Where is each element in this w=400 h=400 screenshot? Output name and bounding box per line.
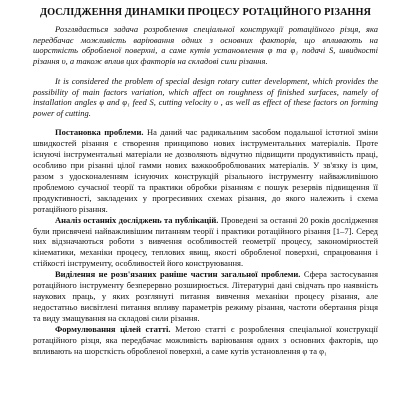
section-problem-statement	[33, 127, 378, 214]
section-unsolved-parts	[33, 269, 378, 324]
section-heading: Формулювання цілей статті.	[55, 323, 171, 334]
section-text: Сфера застосування ротаційного інструменту безперервно розширюється. Літературні дані свідчать про наявність наукових праць, у яких розглянуті питання вивчення механіки процесу різання, але недостатньо висвітлені питання впливу параметрів режиму різання, частоти обертання різця та виду змащування на складові сили різання.	[33, 269, 378, 323]
section-text: На даний час радикальним засобом подальшої істотної зміни швидкостей різання є створення принципово нових інструментальних матеріалів. Проте існуючі інструментальні матеріали не дозволяють відчутно підвищити продуктивність праці, особливо при різанні цілої гамми нових важкооброблюваних матеріалів. У зв'язку із цим, разом з удосконаленням існуючих конструкцій різального інструменту найважливішою проблемою сучасної теорії та практики обробки різанням є пошук резервів підвищення її продуктивності, закладених у прогресивних схемах різання, до якого належить і схема ротаційного різання.	[33, 127, 378, 214]
abstract-english: It is considered the problem of special design rotary cutter development, which provides the possibility of main factors variation, which affect on roughness of finished surfaces, namely of installation angles φ and φ₁ feed S, cutting velocity υ , as well as effect of these factors on forming power of cutting.	[33, 76, 378, 118]
paper-title: ДОСЛІДЖЕННЯ ДИНАМІКИ ПРОЦЕСУ РОТАЦІЙНОГО РІЗАННЯ	[39, 7, 372, 18]
section-literature-review	[33, 215, 378, 270]
section-heading: Виділення не розв'язаних раніше частин загальної проблеми.	[55, 269, 301, 280]
section-objectives	[33, 324, 378, 357]
abstract-ukrainian: Розглядається задача розроблення спеціальної конструкції ротаційного різця, яка передбачає можливість варіювання одних з основних факторів, що впливають на шорсткість обробленої поверхні, а саме кутів установлення φ та φ₁ подачі S, швидкості різання υ, а також вплив цих факторів на складові сили різання.	[33, 24, 378, 66]
section-text: Метою статті є розроблення спеціальної конструкції ротаційного різця, яка передбачає можливість варіювання одних з основних факторів, що впливають на шорсткість обробленої поверхні, а саме кутів установлення φ та φ₁	[33, 323, 379, 356]
section-heading: Постановка проблеми.	[55, 127, 144, 138]
section-text: Проведені за останні 20 років дослідження були присвячені найважливішим питанням теорії і практики ротаційного різання [1–7]. Серед них відзначаються роботи з вивчення особливостей геометрії процесу, закономірностей кінематики, механіки процесу, теплових явищ, якості обробленої поверхні, спрацювання і стійкості інструменту, особливостей його конструювання.	[33, 214, 378, 269]
section-heading: Аналіз останніх досліджень та публікацій.	[55, 214, 219, 225]
